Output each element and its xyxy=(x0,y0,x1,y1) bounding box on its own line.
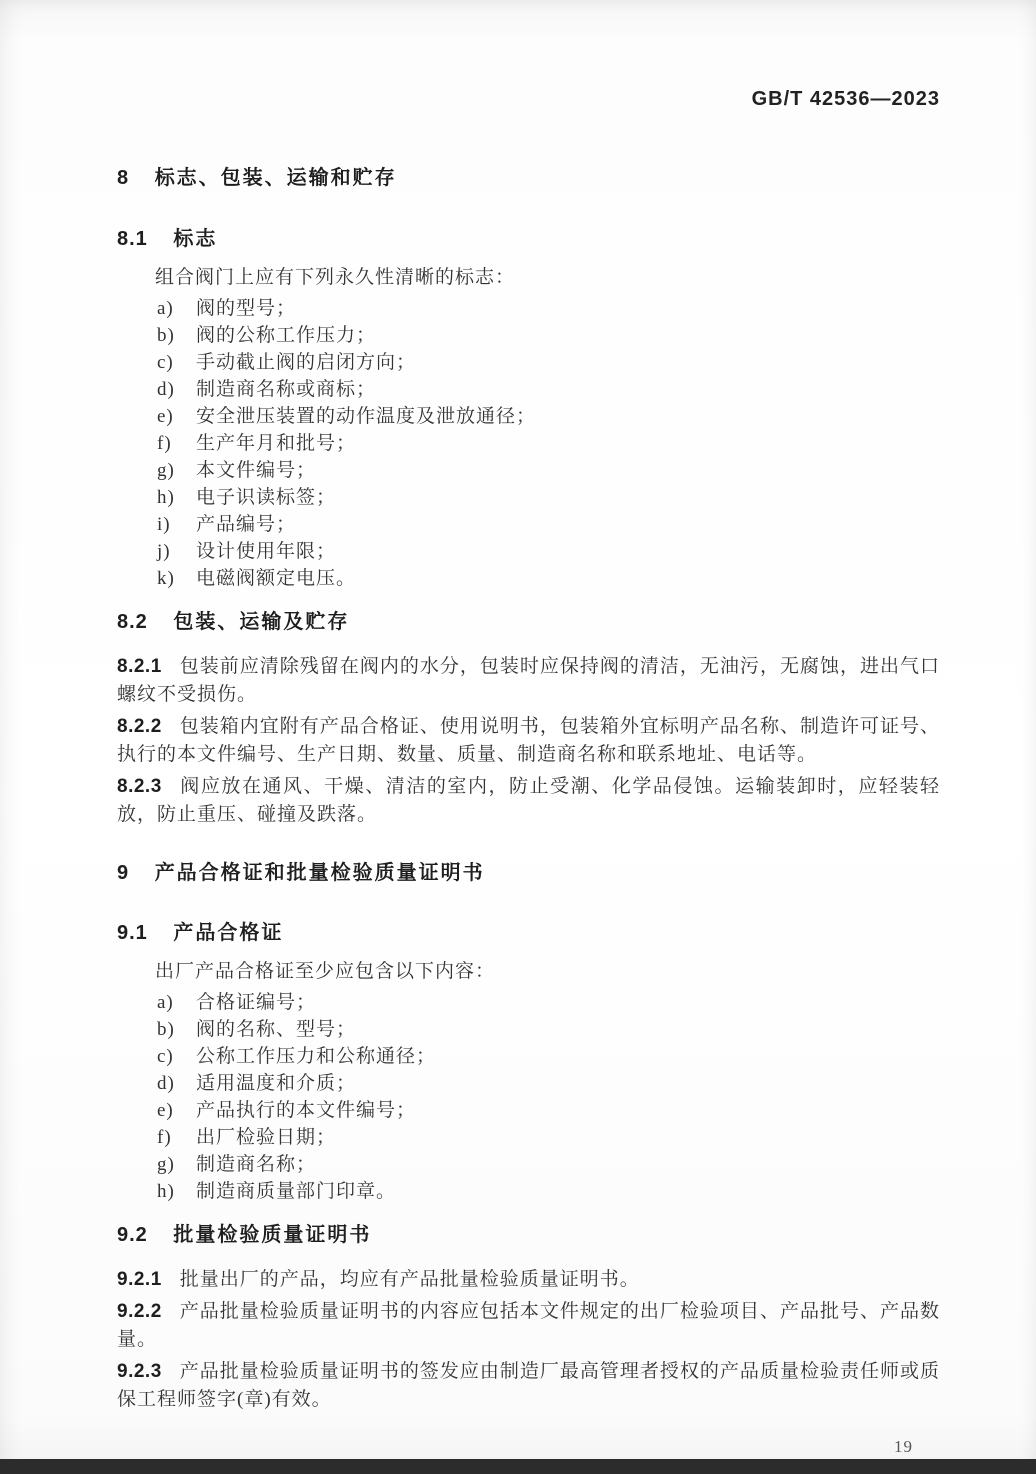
section-8-1-heading xyxy=(117,227,940,251)
list-item-label: a) xyxy=(157,992,174,1013)
list-item-label: b) xyxy=(157,1019,175,1040)
list-item-text: 制造商名称或商标； xyxy=(196,379,377,400)
section-number: 8.1 xyxy=(117,228,148,250)
list-item-label: e) xyxy=(157,406,174,427)
section-9-1-heading xyxy=(117,921,940,945)
section-title: 包装、运输及贮存 xyxy=(173,611,350,633)
clause-8-2-2 xyxy=(117,713,940,769)
clause-text: 阀应放在通风、干燥、清洁的室内，防止受潮、化学品侵蚀。运输装卸时，应轻装轻放，防止重压、碰撞及跌落。 xyxy=(117,776,940,825)
list-item-text: 电子识读标签； xyxy=(196,487,337,508)
list-item xyxy=(157,565,940,592)
section-title: 产品合格证 xyxy=(173,922,284,944)
list-item xyxy=(157,322,940,349)
section-number: 8 xyxy=(117,167,130,189)
section-number: 9.1 xyxy=(117,922,148,944)
list-item-text: 合格证编号； xyxy=(196,992,317,1013)
list-item-text: 制造商名称； xyxy=(196,1154,317,1175)
section-9-2-clauses xyxy=(117,1266,940,1414)
list-item-text: 安全泄压装置的动作温度及泄放通径； xyxy=(196,406,537,427)
section-title: 标志 xyxy=(173,228,218,250)
list-item xyxy=(157,1070,940,1097)
marking-items-list xyxy=(117,295,940,592)
list-item-label: b) xyxy=(157,325,175,346)
list-item xyxy=(157,457,940,484)
list-item-text: 阀的型号； xyxy=(196,298,297,319)
list-item xyxy=(157,484,940,511)
section-8-2-heading xyxy=(117,610,940,634)
page-number: 19 xyxy=(894,1437,913,1456)
list-item xyxy=(157,1097,940,1124)
list-item xyxy=(157,538,940,565)
clause-number: 9.2.3 xyxy=(117,1361,162,1382)
list-item-label: h) xyxy=(157,487,175,508)
list-item-text: 公称工作压力和公称通径； xyxy=(196,1046,437,1067)
section-9-heading xyxy=(117,861,940,885)
list-item-label: c) xyxy=(157,1046,174,1067)
list-item xyxy=(157,403,940,430)
clause-8-2-3 xyxy=(117,773,940,829)
section-title: 批量检验质量证明书 xyxy=(173,1224,372,1246)
list-item-text: 手动截止阀的启闭方向； xyxy=(196,352,417,373)
list-item xyxy=(157,295,940,322)
list-item xyxy=(157,989,940,1016)
list-item xyxy=(157,1043,940,1070)
list-item-text: 电磁阀额定电压。 xyxy=(196,568,357,589)
certificate-items-list xyxy=(117,989,940,1205)
scan-edge-bar xyxy=(0,1459,1036,1474)
list-item xyxy=(157,1016,940,1043)
list-item-label: f) xyxy=(157,433,172,454)
section-9-1-intro: 出厂产品合格证至少应包含以下内容： xyxy=(155,961,496,982)
clause-text: 产品批量检验质量证明书的内容应包括本文件规定的出厂检验项目、产品批号、产品数量。 xyxy=(117,1301,940,1350)
section-title: 产品合格证和批量检验质量证明书 xyxy=(154,862,485,884)
list-item xyxy=(157,1151,940,1178)
clause-text: 批量出厂的产品，均应有产品批量检验质量证明书。 xyxy=(179,1269,640,1290)
section-number: 8.2 xyxy=(117,611,148,633)
standard-code-header: GB/T 42536—2023 xyxy=(751,88,940,110)
list-item-label: a) xyxy=(157,298,174,319)
list-item xyxy=(157,430,940,457)
list-item xyxy=(157,511,940,538)
clause-9-2-2 xyxy=(117,1298,940,1354)
list-item-text: 阀的公称工作压力； xyxy=(196,325,377,346)
section-title: 标志、包装、运输和贮存 xyxy=(154,167,397,189)
list-item-label: i) xyxy=(157,514,171,535)
list-item-label: d) xyxy=(157,379,175,400)
clause-text: 包装箱内宜附有产品合格证、使用说明书，包装箱外宜标明产品名称、制造许可证号、执行的本文件编号、生产日期、数量、质量、制造商名称和联系地址、电话等。 xyxy=(117,716,940,765)
list-item-text: 出厂检验日期； xyxy=(196,1127,337,1148)
clause-9-2-3 xyxy=(117,1358,940,1414)
section-8-2-clauses xyxy=(117,653,940,829)
list-item-text: 适用温度和介质； xyxy=(196,1073,357,1094)
list-item-label: k) xyxy=(157,568,175,589)
list-item-text: 产品编号； xyxy=(196,514,297,535)
clause-8-2-1 xyxy=(117,653,940,709)
section-8-1-intro: 组合阀门上应有下列永久性清晰的标志： xyxy=(155,267,516,288)
clause-number: 9.2.1 xyxy=(117,1269,162,1290)
list-item-label: c) xyxy=(157,352,174,373)
list-item-text: 产品执行的本文件编号； xyxy=(196,1100,417,1121)
list-item xyxy=(157,376,940,403)
list-item-text: 设计使用年限； xyxy=(196,541,337,562)
list-item-label: e) xyxy=(157,1100,174,1121)
list-item xyxy=(157,1124,940,1151)
clause-number: 8.2.1 xyxy=(117,656,162,677)
list-item-text: 制造商质量部门印章。 xyxy=(196,1181,397,1202)
clause-text: 包装前应清除残留在阀内的水分，包装时应保持阀的清洁，无油污，无腐蚀，进出气口螺纹不受损伤。 xyxy=(117,656,940,705)
clause-number: 8.2.3 xyxy=(117,776,162,797)
clause-number: 9.2.2 xyxy=(117,1301,162,1322)
clause-9-2-1 xyxy=(117,1266,940,1294)
list-item-label: g) xyxy=(157,460,175,481)
section-number: 9 xyxy=(117,862,130,884)
list-item-label: j) xyxy=(157,541,171,562)
list-item-text: 生产年月和批号； xyxy=(196,433,357,454)
clause-number: 8.2.2 xyxy=(117,716,162,737)
list-item-label: f) xyxy=(157,1127,172,1148)
section-number: 9.2 xyxy=(117,1224,148,1246)
list-item xyxy=(157,349,940,376)
list-item xyxy=(157,1178,940,1205)
list-item-label: d) xyxy=(157,1073,175,1094)
section-9-2-heading xyxy=(117,1223,940,1247)
list-item-text: 阀的名称、型号； xyxy=(196,1019,357,1040)
list-item-text: 本文件编号； xyxy=(196,460,317,481)
list-item-label: h) xyxy=(157,1181,175,1202)
list-item-label: g) xyxy=(157,1154,175,1175)
section-8-heading xyxy=(117,166,940,190)
clause-text: 产品批量检验质量证明书的签发应由制造厂最高管理者授权的产品质量检验责任师或质保工程师签字(章)有效。 xyxy=(117,1361,940,1410)
